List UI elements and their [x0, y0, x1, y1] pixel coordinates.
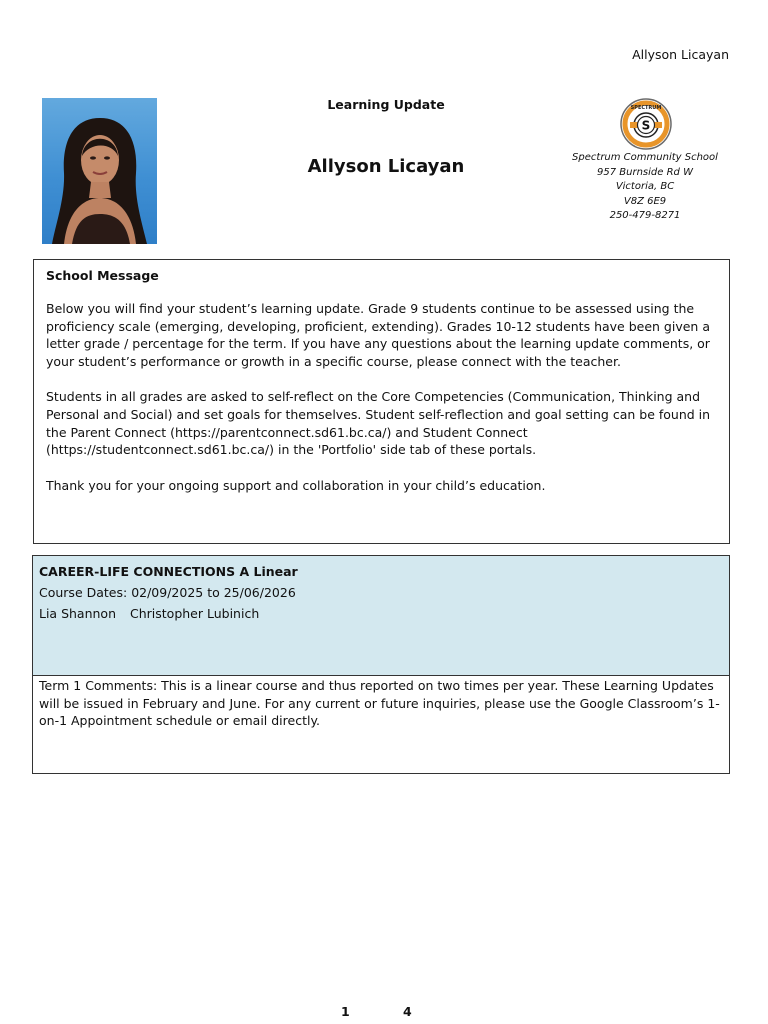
school-message-paragraph: Thank you for your ongoing support and collaboration in your child’s education. — [46, 477, 546, 493]
school-city: Victoria, BC — [615, 181, 675, 192]
school-logo — [620, 98, 672, 150]
course-dates: Course Dates: 02/09/2025 to 25/06/2026 — [39, 585, 296, 600]
school-phone: 250-479-8271 — [609, 210, 681, 221]
logo-letter: S — [641, 118, 651, 133]
school-postal-code: V8Z 6E9 — [623, 195, 667, 207]
teacher-name: Lia Shannon — [39, 606, 117, 621]
course-name: CAREER-LIFE CONNECTIONS A Linear — [39, 564, 298, 579]
school-message-paragraph: Below you will find your student’s learning update. Grade 9 students continue to be assessed using the proficiency scale (emerging, developing, proficient, extending). Grades 10-12 students have been given a letter grade / percentage for the term. If you have any questions about the learning update comments, or your student’s performance or growth in a specific course, please connect with the teacher. — [46, 301, 710, 370]
school-address: 957 Burnside Rd W — [597, 166, 693, 178]
report-title: Learning Update — [327, 97, 445, 112]
current-page-number: 1 — [341, 1004, 350, 1019]
school-message-paragraph: Students in all grades are asked to self-reflect on the Core Competencies (Communication, Thinking and Personal and Social) and set goals for themselves. Student self-reflection and goal setting can be found in the Parent Connect (https://parentconnect.sd61.bc.ca/) and Student Connect (https://studentconnect.sd61.bc.ca/) in the 'Portfolio' side tab of these portals. — [46, 389, 711, 458]
student-photo — [42, 98, 157, 244]
header-student-name: Allyson Licayan — [632, 47, 729, 62]
teacher-name: Christopher Lubinich — [130, 606, 260, 621]
course-comments: Term 1 Comments: This is a linear course and thus reported on two times per year. These Learning Updates will be issued in February and June. For any current or future inquiries, please use the Google Classroom’s 1-on-1 Appointment schedule or email directly. — [39, 678, 720, 729]
logo-text: SPECTRUM — [630, 105, 662, 111]
course-box — [32, 555, 730, 774]
course-teachers — [39, 603, 723, 624]
school-message-title: School Message — [46, 268, 159, 283]
school-info — [560, 151, 730, 224]
student-name-heading: Allyson Licayan — [307, 156, 465, 177]
course-header — [33, 556, 729, 676]
total-pages-number: 4 — [403, 1004, 412, 1019]
school-name: Spectrum Community School — [572, 152, 718, 163]
school-message-box — [33, 259, 730, 544]
